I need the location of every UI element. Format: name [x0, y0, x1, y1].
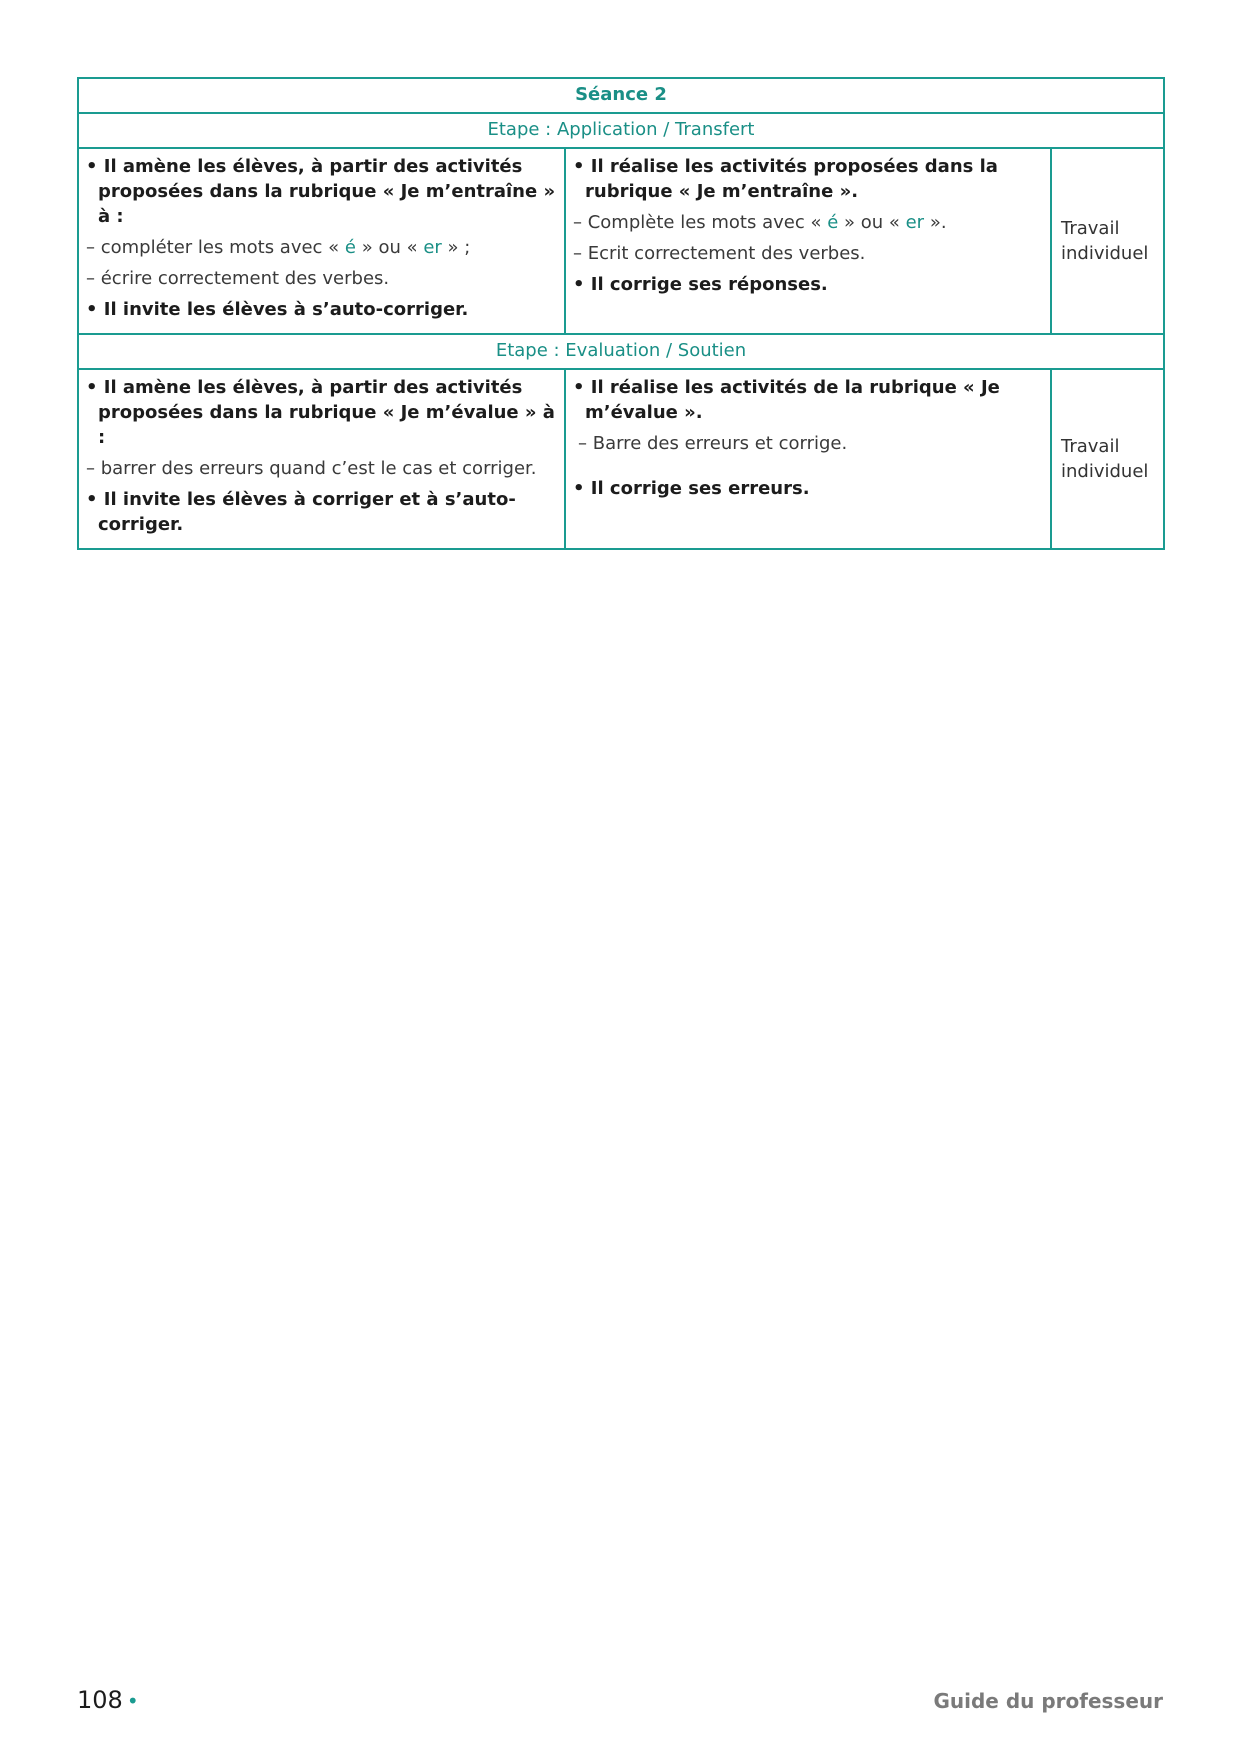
highlight-e: é	[827, 212, 839, 233]
teacher-instruction: • Il invite les élèves à s’auto-corriger.	[86, 299, 469, 320]
teacher-instruction: • Il amène les élèves, à partir des activités proposées dans la rubrique « Je m’évalue » à :	[86, 377, 555, 448]
table-row	[78, 369, 1164, 549]
table-row	[78, 148, 1164, 334]
teacher-subtask: – écrire correctement des verbes.	[86, 268, 390, 289]
student-subtask	[573, 210, 1043, 235]
student-subtask: – Ecrit correctement des verbes.	[573, 243, 866, 264]
bullet-dot-icon: •	[126, 1689, 139, 1713]
highlight-er: er	[905, 212, 925, 233]
guide-title: Guide du professeur	[933, 1689, 1163, 1713]
work-mode-cell: Travail individuel	[1051, 369, 1164, 549]
text-fragment: » ou «	[838, 212, 906, 233]
step-header-row	[78, 113, 1164, 148]
teacher-subtask: – barrer des erreurs quand c’est le cas et corriger.	[86, 458, 537, 479]
student-activity: • Il réalise les activités de la rubrique « Je m’évalue ».	[573, 377, 1000, 423]
spacer	[573, 462, 1043, 476]
step-header-application: Etape : Application / Transfert	[78, 113, 1164, 148]
teacher-instruction: • Il amène les élèves, à partir des activités proposées dans la rubrique « Je m’entraîne » à :	[86, 156, 556, 227]
student-activity: • Il corrige ses erreurs.	[573, 478, 810, 499]
work-mode-cell: Travail individuel	[1051, 148, 1164, 334]
lesson-table	[77, 77, 1165, 550]
student-subtask: – Barre des erreurs et corrige.	[578, 433, 848, 454]
highlight-er: er	[423, 237, 442, 258]
teacher-instruction: • Il invite les élèves à corriger et à s’auto-corriger.	[86, 489, 516, 535]
student-activity-cell	[565, 148, 1051, 334]
text-fragment: » ou «	[356, 237, 424, 258]
text-fragment: – Complète les mots avec «	[573, 212, 828, 233]
text-fragment: – compléter les mots avec «	[86, 237, 345, 258]
table-title-row	[78, 78, 1164, 113]
step-header-row	[78, 334, 1164, 369]
teacher-activity-cell	[78, 148, 565, 334]
text-fragment: » ;	[441, 237, 471, 258]
student-activity: • Il corrige ses réponses.	[573, 274, 828, 295]
step-header-evaluation: Etape : Evaluation / Soutien	[78, 334, 1164, 369]
text-fragment: ».	[924, 212, 947, 233]
teacher-activity-cell	[78, 369, 565, 549]
page-number	[77, 1686, 139, 1714]
student-activity-cell	[565, 369, 1051, 549]
highlight-e: é	[344, 237, 356, 258]
page-number-text: 108	[77, 1686, 123, 1714]
teacher-subtask	[86, 235, 557, 260]
session-title: Séance 2	[78, 78, 1164, 113]
student-activity: • Il réalise les activités proposées dans la rubrique « Je m’entraîne ».	[573, 156, 998, 202]
